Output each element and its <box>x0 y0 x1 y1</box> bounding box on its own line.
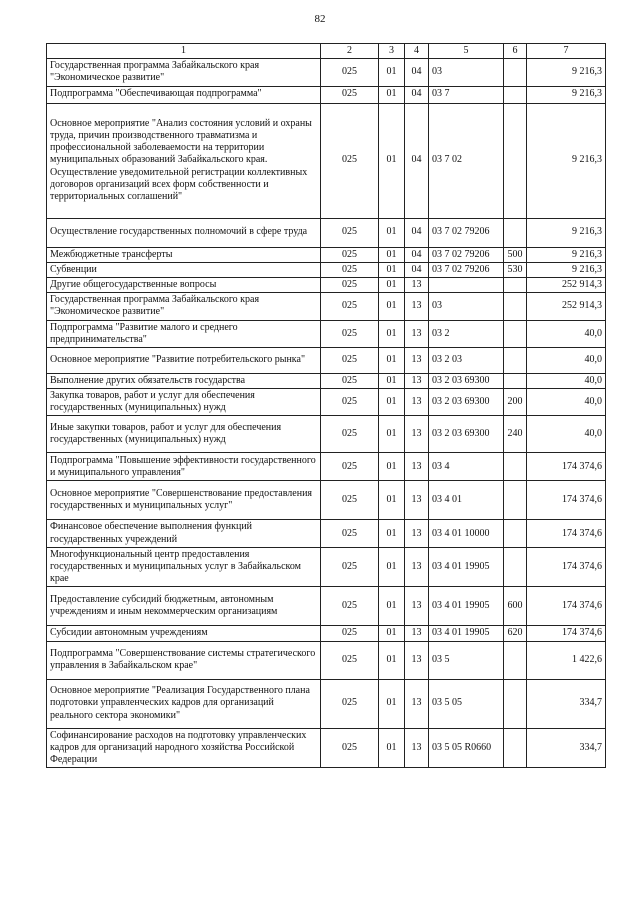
amount: 40,0 <box>527 373 606 388</box>
expense-type-code <box>504 373 527 388</box>
section-code: 01 <box>379 626 405 641</box>
item-name: Субсидии автономным учреждениям <box>47 626 321 641</box>
item-name: Основное мероприятие "Совершенствование предоставления государственных и муниципальных услуг" <box>47 481 321 520</box>
amount: 334,7 <box>527 728 606 768</box>
section-code: 01 <box>379 587 405 626</box>
expense-type-code <box>504 218 527 247</box>
table-row <box>47 86 606 103</box>
section-code: 01 <box>379 389 405 416</box>
expense-type-code <box>504 103 527 218</box>
item-name: Финансовое обеспечение выполнения функций государственных учреждений <box>47 520 321 547</box>
item-name: Государственная программа Забайкальского края "Экономическое развитие" <box>47 293 321 320</box>
amount: 252 914,3 <box>527 293 606 320</box>
target-article-code: 03 2 03 69300 <box>429 373 504 388</box>
target-article-code: 03 <box>429 293 504 320</box>
section-code: 01 <box>379 320 405 347</box>
amount: 174 374,6 <box>527 453 606 481</box>
subsection-code: 13 <box>405 626 429 641</box>
table-row <box>47 347 606 373</box>
column-header: 4 <box>405 44 429 59</box>
ministry-code: 025 <box>321 320 379 347</box>
expense-type-code <box>504 453 527 481</box>
target-article-code: 03 5 05 R0660 <box>429 728 504 768</box>
subsection-code: 04 <box>405 247 429 262</box>
table-row <box>47 293 606 320</box>
item-name: Выполнение других обязательств государства <box>47 373 321 388</box>
subsection-code: 04 <box>405 86 429 103</box>
target-article-code: 03 7 <box>429 86 504 103</box>
target-article-code <box>429 277 504 292</box>
section-code: 01 <box>379 218 405 247</box>
target-article-code: 03 2 03 <box>429 347 504 373</box>
ministry-code: 025 <box>321 347 379 373</box>
item-name: Подпрограмма "Совершенствование системы стратегического управления в Забайкальском крае" <box>47 641 321 679</box>
ministry-code: 025 <box>321 277 379 292</box>
item-name: Государственная программа Забайкальского края "Экономическое развитие" <box>47 59 321 86</box>
table-header-row <box>47 44 606 59</box>
amount: 174 374,6 <box>527 587 606 626</box>
amount: 9 216,3 <box>527 86 606 103</box>
expense-type-code <box>504 641 527 679</box>
section-code: 01 <box>379 641 405 679</box>
ministry-code: 025 <box>321 86 379 103</box>
section-code: 01 <box>379 247 405 262</box>
amount: 9 216,3 <box>527 59 606 86</box>
expense-type-code <box>504 293 527 320</box>
ministry-code: 025 <box>321 641 379 679</box>
amount: 174 374,6 <box>527 547 606 587</box>
ministry-code: 025 <box>321 103 379 218</box>
subsection-code: 13 <box>405 453 429 481</box>
table-row <box>47 481 606 520</box>
target-article-code: 03 4 01 19905 <box>429 547 504 587</box>
section-code: 01 <box>379 262 405 277</box>
expense-type-code <box>504 728 527 768</box>
table-row <box>47 626 606 641</box>
table-row <box>47 373 606 388</box>
ministry-code: 025 <box>321 728 379 768</box>
table-row <box>47 520 606 547</box>
section-code: 01 <box>379 547 405 587</box>
section-code: 01 <box>379 86 405 103</box>
target-article-code: 03 2 03 69300 <box>429 416 504 453</box>
table-row <box>47 547 606 587</box>
column-header: 5 <box>429 44 504 59</box>
table-row <box>47 416 606 453</box>
amount: 40,0 <box>527 347 606 373</box>
subsection-code: 13 <box>405 520 429 547</box>
subsection-code: 13 <box>405 679 429 728</box>
table-row <box>47 641 606 679</box>
ministry-code: 025 <box>321 59 379 86</box>
amount: 174 374,6 <box>527 626 606 641</box>
column-header: 1 <box>47 44 321 59</box>
item-name: Основное мероприятие "Реализация Государственного плана подготовки управленческих кадров для организаций реального сектора экономики" <box>47 679 321 728</box>
target-article-code: 03 4 01 19905 <box>429 587 504 626</box>
budget-table <box>46 43 606 768</box>
expense-type-code <box>504 679 527 728</box>
target-article-code: 03 2 03 69300 <box>429 389 504 416</box>
amount: 9 216,3 <box>527 218 606 247</box>
subsection-code: 13 <box>405 547 429 587</box>
item-name: Подпрограмма "Повышение эффективности государственного и муниципального управления" <box>47 453 321 481</box>
expense-type-code <box>504 86 527 103</box>
table-row <box>47 59 606 86</box>
amount: 40,0 <box>527 389 606 416</box>
ministry-code: 025 <box>321 453 379 481</box>
subsection-code: 04 <box>405 59 429 86</box>
item-name: Подпрограмма "Развитие малого и среднего предпринимательства" <box>47 320 321 347</box>
ministry-code: 025 <box>321 389 379 416</box>
column-header: 2 <box>321 44 379 59</box>
subsection-code: 13 <box>405 641 429 679</box>
column-header: 3 <box>379 44 405 59</box>
target-article-code: 03 5 05 <box>429 679 504 728</box>
subsection-code: 13 <box>405 481 429 520</box>
item-name: Осуществление государственных полномочий в сфере труда <box>47 218 321 247</box>
item-name: Закупка товаров, работ и услуг для обеспечения государственных (муниципальных) нужд <box>47 389 321 416</box>
expense-type-code <box>504 277 527 292</box>
table-row <box>47 320 606 347</box>
amount: 252 914,3 <box>527 277 606 292</box>
table-row <box>47 389 606 416</box>
ministry-code: 025 <box>321 587 379 626</box>
ministry-code: 025 <box>321 547 379 587</box>
target-article-code: 03 2 <box>429 320 504 347</box>
expense-type-code: 500 <box>504 247 527 262</box>
table-row <box>47 277 606 292</box>
table-row <box>47 218 606 247</box>
item-name: Основное мероприятие "Анализ состояния условий и охраны труда, причин производственного травматизма и профессиональной заболеваемости на территории муниципальных образований Забайкальского края. Осуществление уведомительной регистрации коллективных договоров организаций всех форм собственности и территориальных соглашений" <box>47 103 321 218</box>
amount: 1 422,6 <box>527 641 606 679</box>
subsection-code: 13 <box>405 728 429 768</box>
section-code: 01 <box>379 373 405 388</box>
target-article-code: 03 <box>429 59 504 86</box>
item-name: Подпрограмма "Обеспечивающая подпрограмма" <box>47 86 321 103</box>
ministry-code: 025 <box>321 626 379 641</box>
item-name: Основное мероприятие "Развитие потребительского рынка" <box>47 347 321 373</box>
expense-type-code <box>504 59 527 86</box>
item-name: Субвенции <box>47 262 321 277</box>
amount: 40,0 <box>527 320 606 347</box>
amount: 9 216,3 <box>527 262 606 277</box>
ministry-code: 025 <box>321 416 379 453</box>
amount: 174 374,6 <box>527 520 606 547</box>
table-row <box>47 679 606 728</box>
ministry-code: 025 <box>321 262 379 277</box>
subsection-code: 04 <box>405 218 429 247</box>
target-article-code: 03 4 <box>429 453 504 481</box>
target-article-code: 03 7 02 79206 <box>429 262 504 277</box>
subsection-code: 13 <box>405 293 429 320</box>
amount: 174 374,6 <box>527 481 606 520</box>
target-article-code: 03 4 01 19905 <box>429 626 504 641</box>
item-name: Межбюджетные трансферты <box>47 247 321 262</box>
section-code: 01 <box>379 59 405 86</box>
column-header: 6 <box>504 44 527 59</box>
ministry-code: 025 <box>321 218 379 247</box>
section-code: 01 <box>379 679 405 728</box>
section-code: 01 <box>379 453 405 481</box>
table-row <box>47 103 606 218</box>
table-row <box>47 262 606 277</box>
ministry-code: 025 <box>321 481 379 520</box>
item-name: Предоставление субсидий бюджетным, автономным учреждениям и иным некоммерческим организациям <box>47 587 321 626</box>
ministry-code: 025 <box>321 679 379 728</box>
target-article-code: 03 7 02 79206 <box>429 247 504 262</box>
target-article-code: 03 5 <box>429 641 504 679</box>
ministry-code: 025 <box>321 520 379 547</box>
ministry-code: 025 <box>321 293 379 320</box>
expense-type-code: 200 <box>504 389 527 416</box>
ministry-code: 025 <box>321 247 379 262</box>
subsection-code: 13 <box>405 416 429 453</box>
expense-type-code: 620 <box>504 626 527 641</box>
expense-type-code <box>504 320 527 347</box>
table-row <box>47 453 606 481</box>
table-row <box>47 728 606 768</box>
section-code: 01 <box>379 520 405 547</box>
subsection-code: 13 <box>405 347 429 373</box>
expense-type-code: 600 <box>504 587 527 626</box>
section-code: 01 <box>379 481 405 520</box>
subsection-code: 13 <box>405 373 429 388</box>
amount: 40,0 <box>527 416 606 453</box>
subsection-code: 13 <box>405 320 429 347</box>
target-article-code: 03 4 01 <box>429 481 504 520</box>
section-code: 01 <box>379 416 405 453</box>
subsection-code: 13 <box>405 587 429 626</box>
section-code: 01 <box>379 293 405 320</box>
expense-type-code <box>504 520 527 547</box>
amount: 9 216,3 <box>527 247 606 262</box>
target-article-code: 03 4 01 10000 <box>429 520 504 547</box>
subsection-code: 04 <box>405 262 429 277</box>
column-header: 7 <box>527 44 606 59</box>
subsection-code: 13 <box>405 389 429 416</box>
subsection-code: 04 <box>405 103 429 218</box>
subsection-code: 13 <box>405 277 429 292</box>
expense-type-code <box>504 347 527 373</box>
target-article-code: 03 7 02 79206 <box>429 218 504 247</box>
table-row <box>47 587 606 626</box>
amount: 334,7 <box>527 679 606 728</box>
expense-type-code <box>504 547 527 587</box>
expense-type-code: 240 <box>504 416 527 453</box>
section-code: 01 <box>379 277 405 292</box>
item-name: Софинансирование расходов на подготовку управленческих кадров для организаций народного хозяйства Российской Федерации <box>47 728 321 768</box>
expense-type-code <box>504 481 527 520</box>
expense-type-code: 530 <box>504 262 527 277</box>
ministry-code: 025 <box>321 373 379 388</box>
table-row <box>47 247 606 262</box>
item-name: Иные закупки товаров, работ и услуг для обеспечения государственных (муниципальных) нужд <box>47 416 321 453</box>
item-name: Другие общегосударственные вопросы <box>47 277 321 292</box>
section-code: 01 <box>379 347 405 373</box>
target-article-code: 03 7 02 <box>429 103 504 218</box>
section-code: 01 <box>379 728 405 768</box>
amount: 9 216,3 <box>527 103 606 218</box>
page-number: 82 <box>314 13 326 25</box>
item-name: Многофункциональный центр предоставления государственных и муниципальных услуг в Забайкальском крае <box>47 547 321 587</box>
section-code: 01 <box>379 103 405 218</box>
